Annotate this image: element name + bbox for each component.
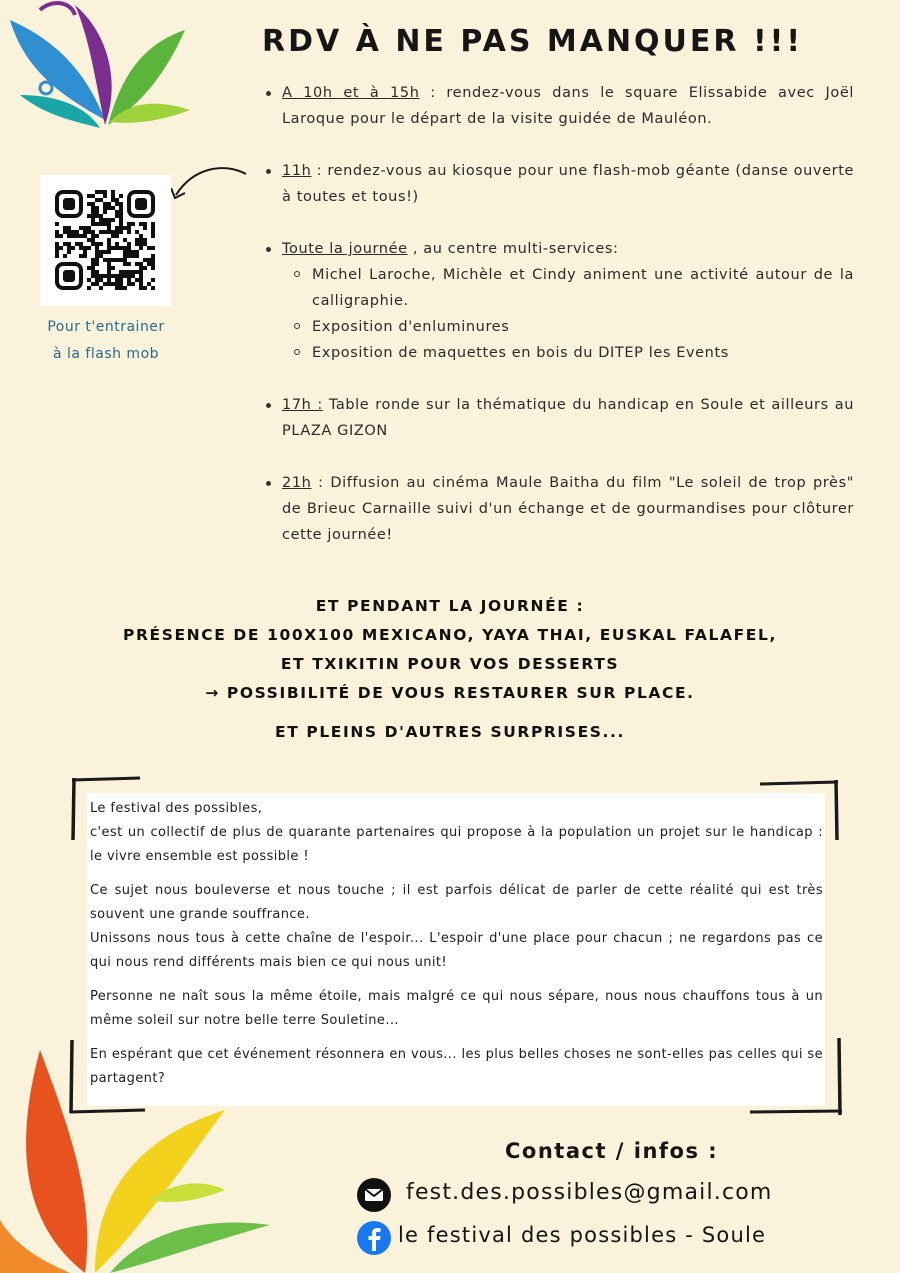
decorative-leaves-top [0, 0, 200, 140]
description-text: Le festival des possibles, c'est un collectif de plus de quarante partenaires qui propose à la population un projet sur le handicap : le vivre ensemble est possible ! Ce sujet nous bouleverse et nous touche ; il est parfois délicat de parler de cette réalité qui est très souvent une grande souffrance. Unissons nous tous à cette chaîne de l'espoir... L'espoir d'une place pour chacun ; ne regardons pas ce qui nous rend différents mais bien ce qui nous unit! Personne ne naît sous la même étoile, mais malgré ce qui nous sépare, nous nous chauffons tous à un même soleil sur notre belle terre Souletine... En espérant que cet événement résonnera en vous... les plus belles choses ne sont-elles pas celles qui se partagent? [90, 801, 823, 1086]
curved-arrow-icon [168, 160, 253, 210]
event-item: 17h : Table ronde sur la thématique du handicap en Soule et ailleurs au PLAZA GIZON [262, 392, 854, 444]
sub-event-item: Exposition de maquettes en bois du DITEP les Events [290, 340, 854, 366]
page-title: RDV À NE PAS MANQUER !!! [262, 24, 803, 59]
mail-icon [357, 1178, 391, 1212]
sub-event-item: Michel Laroche, Michèle et Cindy animent une activité autour de la calligraphie. [290, 262, 854, 314]
event-item: Toute la journée , au centre multi-services: Michel Laroche, Michèle et Cindy animent une activité autour de la calligraphie. Exposition d'enluminures Exposition de maquettes en bois du DITEP les Events [262, 236, 854, 366]
daytime-surprises: ET PLEINS D'AUTRES SURPRISES... [275, 723, 625, 741]
decorative-leaves-bottom [0, 1030, 300, 1273]
qr-code-image [40, 175, 171, 306]
daytime-line: ET TXIKITIN POUR VOS DESSERTS [280, 655, 620, 673]
facebook-icon [357, 1221, 391, 1255]
contact-email[interactable]: fest.des.possibles@gmail.com [406, 1180, 773, 1205]
event-item: 21h : Diffusion au cinéma Maule Baitha du film "Le soleil de trop près" de Brieuc Carnaille suivi d'un échange et de gourmandises pour clôturer cette journée! [262, 470, 854, 548]
daytime-line: PRÉSENCE DE 100X100 MEXICANO, YAYA THAI, EUSKAL FALAFEL, [123, 626, 777, 644]
daytime-line: → POSSIBILITÉ DE VOUS RESTAURER SUR PLACE. [205, 684, 695, 702]
qr-caption: Pour t'entrainer à la flash mob [47, 319, 165, 362]
contact-facebook[interactable]: le festival des possibles - Soule [398, 1223, 767, 1247]
event-item: 11h : rendez-vous au kiosque pour une flash-mob géante (danse ouverte à toutes et tous!) [262, 158, 854, 210]
sub-event-list [282, 262, 854, 366]
qr-code[interactable] [40, 175, 171, 306]
contact-title: Contact / infos : [505, 1139, 719, 1163]
daytime-heading: ET PENDANT LA JOURNÉE : [315, 597, 585, 615]
event-list [262, 80, 854, 548]
event-item: A 10h et à 15h : rendez-vous dans le square Elissabide avec Joël Laroque pour le départ de la visite guidée de Mauléon. [262, 80, 854, 132]
sub-event-item: Exposition d'enluminures [290, 314, 854, 340]
